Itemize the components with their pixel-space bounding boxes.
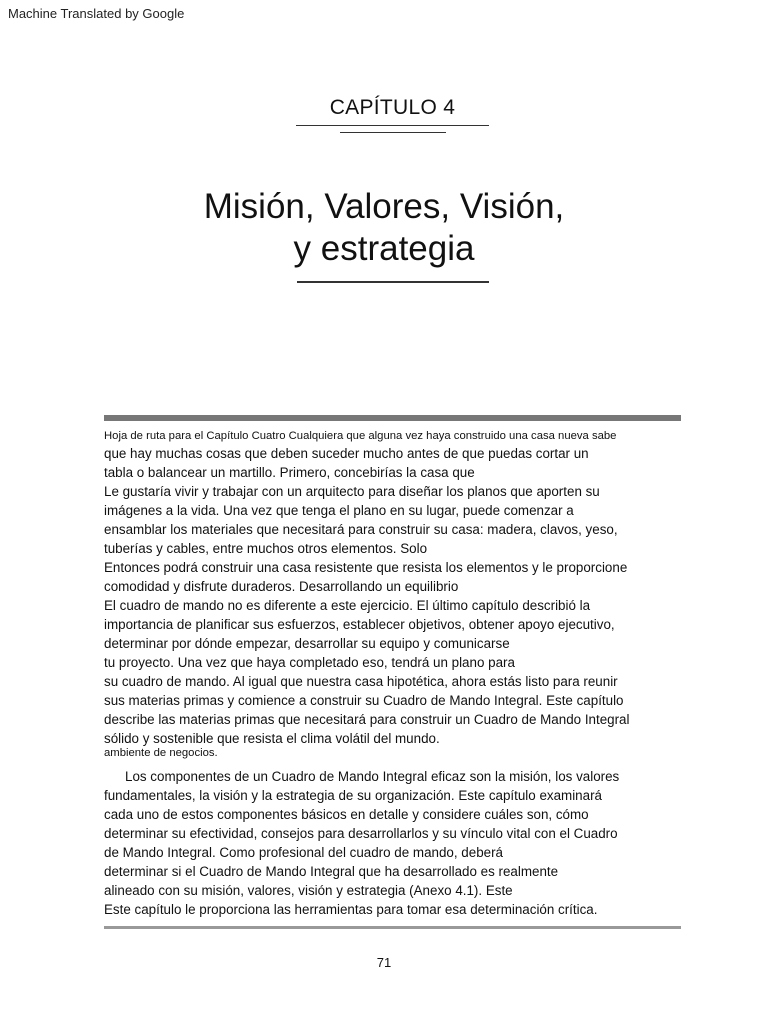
body-line: sus materias primas y comience a construir su Cuadro de Mando Integral. Este capítulo [104,693,624,708]
body-line: tabla o balancear un martillo. Primero, concebirías la casa que [104,465,475,480]
chapter-title [84,186,684,270]
body-line: tuberías y cables, entre muchos otros elementos. Solo [104,541,428,556]
section-bottom-bar [104,926,681,929]
body-line: alineado con su misión, valores, visión y estrategia (Anexo 4.1). Este [104,883,513,898]
body-line: comodidad y disfrute duraderos. Desarrollando un equilibrio [104,579,459,594]
body-line: Entonces podrá construir una casa resistente que resista los elementos y le proporcione [104,560,628,575]
chapter-label: CAPÍTULO 4 [329,96,456,119]
body-line: ensamblar los materiales que necesitará para construir su casa: madera, clavos, yeso, [104,522,618,537]
body-line: fundamentales, la visión y la estrategia de su organización. Este capítulo examinará [104,788,602,803]
chapter-title-line-1: Misión, Valores, Visión, [203,187,565,226]
body-line: Le gustaría vivir y trabajar con un arquitecto para diseñar los planos que aporten su [104,484,600,499]
chapter-rule-top [296,125,489,126]
chapter-title-line-2: y estrategia [293,229,475,268]
body-line: imágenes a la vida. Una vez que tenga el plano en su lugar, puede comenzar a [104,503,574,518]
body-line: El cuadro de mando no es diferente a este ejercicio. El último capítulo describió la [104,598,591,613]
body-line: Los componentes de un Cuadro de Mando Integral eficaz son la misión, los valores [125,769,620,784]
section-top-bar [104,415,681,421]
body-line: sólido y sostenible que resista el clima volátil del mundo. [104,731,440,746]
body-line: ambiente de negocios. [104,747,218,759]
body-line: determinar si el Cuadro de Mando Integral que ha desarrollado es realmente [104,864,559,879]
body-line: determinar su efectividad, consejos para desarrollarlos y su vínculo vital con el Cuadro [104,826,618,841]
body-line: tu proyecto. Una vez que haya completado eso, tendrá un plano para [104,655,515,670]
body-line: de Mando Integral. Como profesional del cuadro de mando, deberá [104,845,503,860]
body-line: Este capítulo le proporciona las herramientas para tomar esa determinación crítica. [104,902,598,917]
page-number: 71 [376,955,392,970]
body-line: Hoja de ruta para el Capítulo Cuatro Cualquiera que alguna vez haya construido una casa nueva sabe [104,430,617,442]
body-line: su cuadro de mando. Al igual que nuestra casa hipotética, ahora estás listo para reunir [104,674,618,689]
body-line: importancia de planificar sus esfuerzos, establecer objetivos, obtener apoyo ejecutivo, [104,617,615,632]
body-line: determinar por dónde empezar, desarrollar su equipo y comunicarse [104,636,510,651]
title-underline [297,281,489,283]
body-line: cada uno de estos componentes básicos en detalle y considere cuáles son, cómo [104,807,589,822]
body-line: describe las materias primas que necesitará para construir un Cuadro de Mando Integral [104,712,630,727]
body-line: que hay muchas cosas que deben suceder mucho antes de que puedas cortar un [104,446,589,461]
chapter-rule-short [340,132,446,133]
machine-translation-banner: Machine Translated by Google [8,6,185,21]
